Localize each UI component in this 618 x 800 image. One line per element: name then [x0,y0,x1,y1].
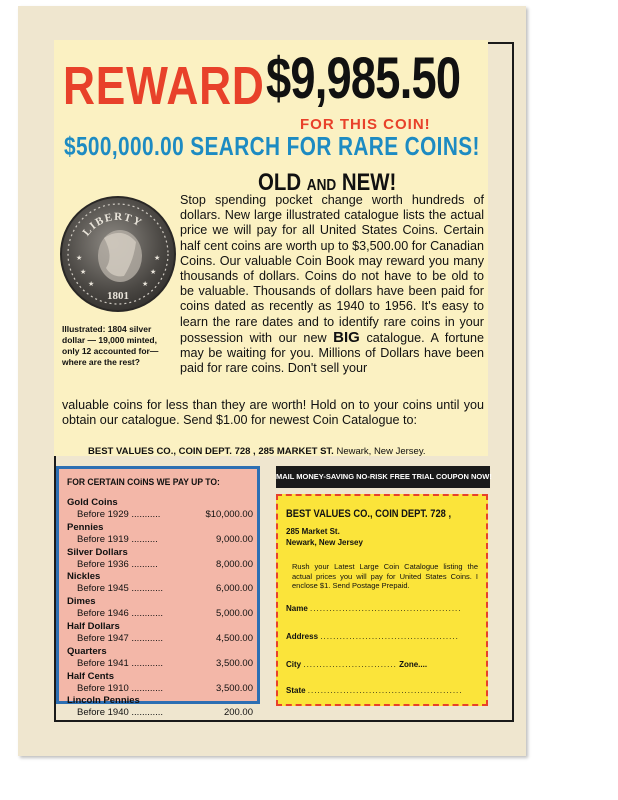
coin-value: 5,000.00 [216,608,253,620]
coupon-banner: MAIL MONEY-SAVING NO-RISK FREE TRIAL COUPON NOW! [276,466,490,488]
svg-text:★: ★ [150,268,157,276]
coin-category: Quarters [67,645,107,657]
pay-row-detail [67,608,253,620]
coin-category: Silver Dollars [67,546,128,558]
svg-text:★: ★ [88,280,95,288]
coin-category: Lincoln Pennies [67,695,140,707]
state-field[interactable] [286,686,462,695]
pay-row-category [67,646,253,658]
coin-category: Pennies [67,521,104,533]
body-part-1: Stop spending pocket change worth hundreds of dollars. New large illustrated catalogue lists the actual price we will pay for all United States Coins. Certain half cent coins are worth up to $3,500.00 for Canadian Coins. Our valuable Coin Book may reward you many thousands of dollars. Coins do not have to be old to be valuable. Thousands of dollars have been paid for coins dated as recently as 1940 to 1956. It's easy to learn the rare dates and to identify rare coins in your possession with our new [180,193,484,345]
coin-year: 1801 [107,290,129,302]
ad-body-continued: valuable coins for less than they are worth! Hold on to your coins until you obtain our catalogue. Send $1.00 for newest Coin Catalogue to: [62,398,484,428]
reward-heading: REWARD [63,56,265,116]
coin-value: 4,500.00 [216,633,253,644]
big-word: BIG [333,328,360,346]
coin-category: Half Cents [67,670,114,682]
company-address-line [88,446,426,457]
search-headline: $500,000.00 SEARCH FOR RARE COINS! [64,131,480,161]
pay-row-detail [67,559,253,571]
coin-value: 8,000.00 [216,558,253,570]
city-field[interactable] [286,660,427,669]
coin-value: 200.00 [223,707,253,719]
coin-category: Dimes [67,596,96,608]
pay-row-detail [67,683,253,695]
coin-category: Half Dollars [67,621,120,632]
pay-row-category [67,571,253,583]
coin-date-range: Before 1940 ............ [77,707,164,719]
liberty-coin-image [60,196,176,312]
address-field[interactable] [286,632,459,641]
and-word: AND [306,177,337,194]
address-blank[interactable]: ........................................... [320,632,459,641]
svg-text:★: ★ [76,254,83,262]
coin-value: 6,000.00 [216,583,253,595]
new-word: NEW! [341,169,397,196]
coin-inscription: LIBERTY [80,210,145,239]
pay-row-detail [67,583,253,595]
coin-value: 3,500.00 [216,682,253,694]
zone-label[interactable]: Zone.... [399,660,428,669]
name-blank[interactable]: ............................................... [310,604,462,613]
state-label: State [286,686,306,695]
ad-body-text [180,193,484,376]
pay-row-category [67,497,253,509]
reward-amount: $9,985.50 [266,46,461,111]
pay-row-detail [67,509,253,521]
pay-row-detail [67,633,253,645]
pay-row-detail [67,658,253,670]
city-label: City [286,660,302,669]
coupon-title: BEST VALUES CO., COIN DEPT. 728 , [286,508,452,520]
company-location: Newark, New Jersey. [336,446,426,457]
coupon-street: 285 Market St. [286,527,340,536]
coin-date-range: Before 1947 ............ [77,633,164,644]
coin-date-range: Before 1919 .......... [77,533,158,545]
coin-face [62,198,174,310]
coin-date-range: Before 1929 ........... [77,509,161,520]
svg-text:★: ★ [154,254,161,262]
body-part-2: catalogue. A fortune may be waiting for you. Millions of Dollars have been paid for rare coins. Don't sell your [180,330,485,376]
coupon-address [286,526,363,548]
pay-row-detail [67,707,253,719]
company-name: BEST VALUES CO., COIN DEPT. 728 , 285 MARKET ST. [88,446,334,457]
state-blank[interactable]: ................................................ [307,686,463,695]
pay-row-detail [67,534,253,546]
coin-value: 9,000.00 [216,533,253,545]
coin-category: Nickles [67,571,101,583]
pay-table-heading: FOR CERTAIN COiNS WE PAY UP TO: [67,477,220,488]
coin-date-range: Before 1910 ............ [77,682,164,694]
coin-value: $10,000.00 [205,509,253,520]
coupon-body-text: Rush your Latest Large Coin Catalogue listing the actual prices you will pay for United States Coins. I enclose $1. Send Postage Prepaid. [292,562,478,590]
pay-row-category [67,547,253,559]
coin-date-range: Before 1946 ............ [77,608,164,620]
coin-category: Gold Coins [67,497,118,508]
pay-row-category [67,695,253,707]
city-blank[interactable]: ............................. [303,660,397,669]
coupon-city: Newark, New Jersey [286,538,363,547]
coin-date-range: Before 1945 ............ [77,583,164,595]
pay-row-category [67,596,253,608]
svg-text:★: ★ [142,280,149,288]
coin-date-range: Before 1936 .......... [77,558,158,570]
coin-caption: Illustrated: 1804 silver dollar — 19,000 minted, only 12 accounted for— where are the rest? [62,324,159,367]
pay-up-to-table [56,466,260,719]
name-label: Name [286,604,308,613]
pay-row-category [67,671,253,683]
coin-value: 3,500.00 [216,657,253,669]
trial-coupon[interactable] [276,494,488,706]
for-this-coin: FOR THIS COIN! [300,116,431,133]
svg-text:★: ★ [80,268,87,276]
coin-date-range: Before 1941 ............ [77,657,164,669]
name-field[interactable] [286,604,462,613]
pay-row-category [67,621,253,633]
address-label: Address [286,632,319,641]
old-word: OLD [258,169,302,196]
pay-row-category [67,522,253,534]
